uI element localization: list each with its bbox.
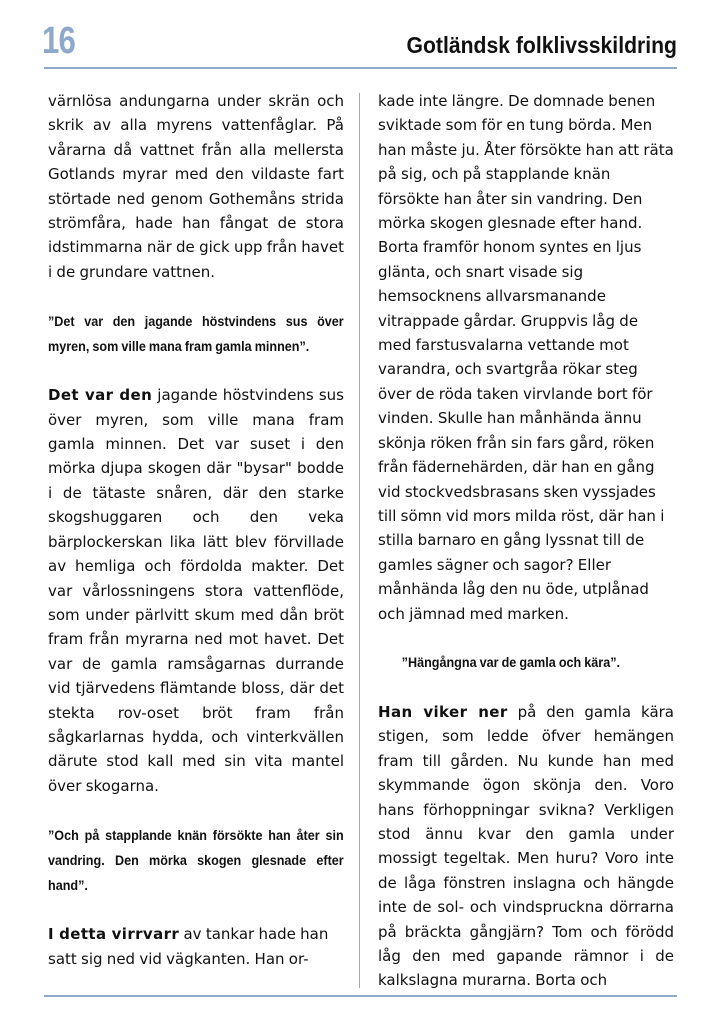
paragraph-text: jagande höstvindens sus över myren, som ville mana fram gamla minnen. Det var suset i den mörka djupa skogen där "bysar" bodde i de tätaste snåren, där den starke skogshuggaren och den veka bärplockerskan lika lätt blev förvillade av hemliga och fördolda makter. Det var vårlossningens stora vattenflöde, som under pärlvitt skum med dån bröt fram från myrarna ned mot havet. Det var de gamla ramsågarnas durrande vid tjärvedens flämtande bloss, där det stekta rov-oset bröt fram från sågkarlarnas hydda, och vinterkvällen därute stod kall med sin vita mantel över skogarna. [48, 386, 344, 795]
body-paragraph: kade inte längre. De domnade benen sviktade som för en tung börda. Men han måste ju. Åter försökte han att räta på sig, och på stapplande knän försökte han åter sin vandring. Den mörka skogen glesnade efter hand. Borta framför honom syntes en ljus glänta, och snart visade sig hemsocknens allvarsmanande vitrappade gårdar. Gruppvis låg de med farstusvalarna vettande mot varandra, och svartgråa rökar steg över de röda taken virvlande bort för vinden. Skulle han månhända ännu skönja röken från sin fars gård, röken från fädernehärden, där han en gång vid stockvedsbrasans sken vyssjades till sömn vid mors milda röst, där han i stilla barnaro en gång lyssnat till de gamles sägner och sagor? Eller månhända låg den nu öde, utplånad och jämnad med marken. [378, 92, 674, 623]
lead-in-text: Han viker ner [378, 702, 508, 721]
header-rule [44, 67, 677, 69]
paragraph-text: av tankar hade han satt sig ned vid vägkanten. Han or- [48, 925, 329, 968]
body-paragraph [48, 922, 344, 971]
lead-in-text: I detta virrvarr [48, 925, 180, 944]
pull-quote: ”Och på stapplande knän försökte han åter sin vandring. Den mörka skogen glesnade efter hand”. [48, 826, 344, 893]
page-number: 16 [42, 20, 76, 62]
body-paragraph: värnlösa andungarna under skrän och skrik av alla myrens vattenfåglar. På vårarna då vattnet från alla mellersta Gotlands myrar med den vildaste fart störtade ned genom Gothemåns strida strömfåra, hade han fångat de stora idstimmarna när de gick upp från havet i de grundare vattnen. [48, 92, 344, 281]
body-paragraph [48, 383, 344, 798]
pull-quote: ”Det var den jagande höstvindens sus över myren, som ville mana fram gamla minnen”. [48, 312, 344, 354]
left-column [48, 89, 344, 971]
column-divider [359, 93, 360, 988]
pull-quote: ”Hängångna var de gamla och kära”. [401, 654, 621, 671]
lead-in-text: Det var den [48, 386, 153, 405]
body-paragraph [378, 700, 674, 993]
footer-rule [44, 995, 677, 997]
paragraph-text: på den gamla kära stigen, som ledde öfver hemängen fram till gården. Nu kunde han med skymmande ögon skönja den. Voro hans förhoppningar svikna? Verkligen stod ännu kvar den gamla under mossigt tegeltak. Men huru? Voro inte de låga fönstren inslagna och hängde inte de sol- och vindspruckna dörrarna på bräckta gångjärn? Tom och förödd låg den med gapande rämnor i de kalkslagna murarna. Borta och [378, 702, 674, 990]
running-title: Gotländsk folklivsskildring [406, 32, 677, 58]
right-column [378, 89, 674, 993]
